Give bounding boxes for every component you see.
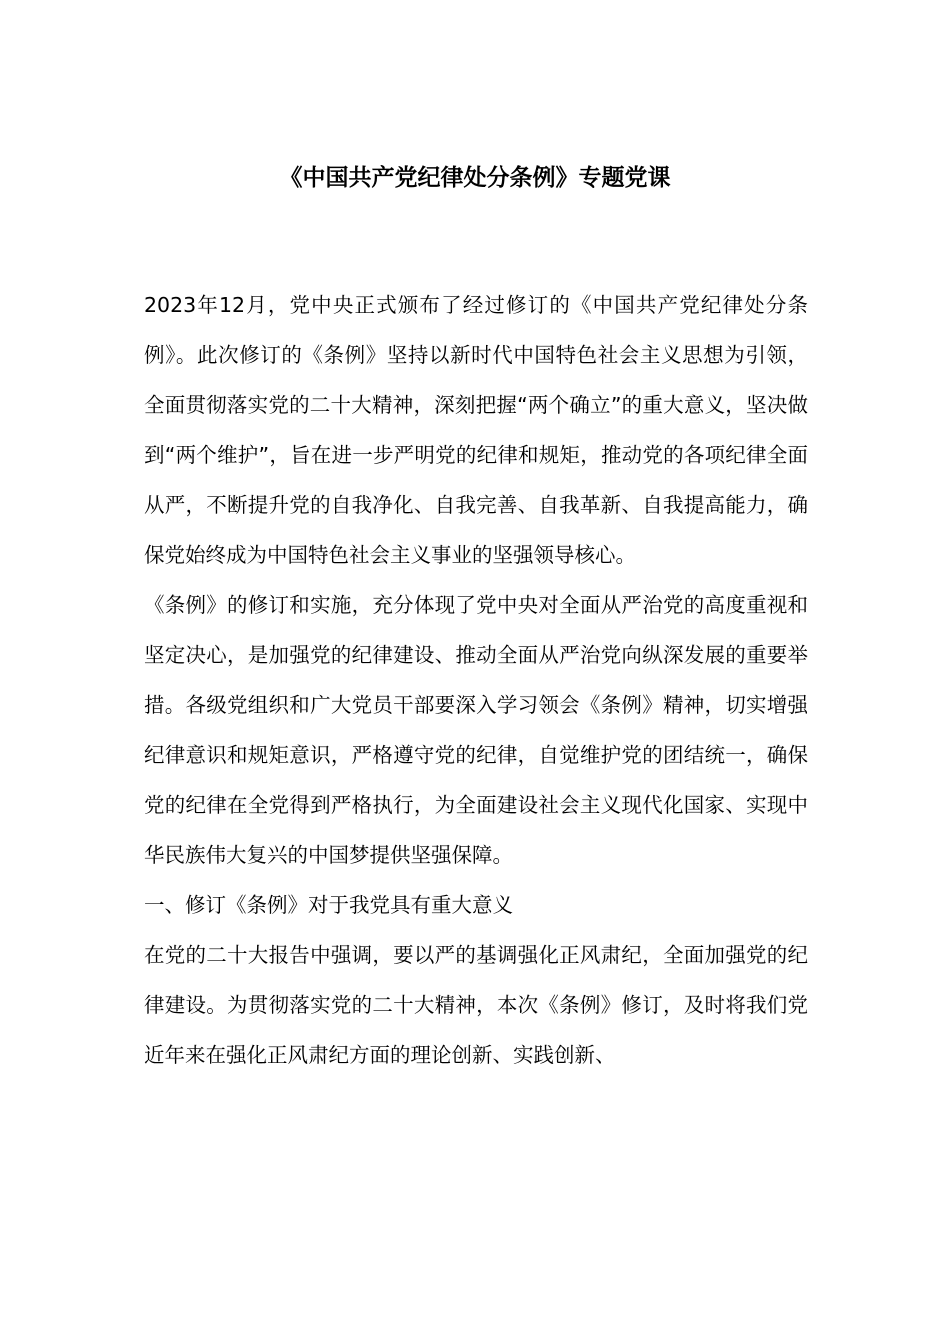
section-paragraph: 在党的二十大报告中强调，要以严的基调强化正风肃纪，全面加强党的纪律建设。为贯彻落实党的二十大精神，本次《条例》修订，及时将我们党近年来在强化正风肃纪方面的理论创新、实践创新、	[144, 943, 808, 1067]
document-body	[144, 280, 808, 1080]
document-title: 《中国共产党纪律处分条例》专题党课	[279, 165, 671, 191]
section-heading: 一、修订《条例》对于我党具有重大意义	[144, 893, 513, 917]
intro-paragraph: 2023年12月，党中央正式颁布了经过修订的《中国共产党纪律处分条例》。此次修订的《条例》坚持以新时代中国特色社会主义思想为引领，全面贯彻落实党的二十大精神，深刻把握“两个确立”的重大意义，坚决做到“两个维护”，旨在进一步严明党的纪律和规矩，推动党的各项纪律全面从严，不断提升党的自我净化、自我完善、自我革新、自我提高能力，确保党始终成为中国特色社会主义事业的坚强领导核心。	[144, 293, 808, 567]
significance-paragraph: 《条例》的修订和实施，充分体现了党中央对全面从严治党的高度重视和坚定决心，是加强党的纪律建设、推动全面从严治党向纵深发展的重要举措。各级党组织和广大党员干部要深入学习领会《条例》精神，切实增强纪律意识和规矩意识，严格遵守党的纪律，自觉维护党的团结统一，确保党的纪律在全党得到严格执行，为全面建设社会主义现代化国家、实现中华民族伟大复兴的中国梦提供坚强保障。	[144, 593, 808, 867]
